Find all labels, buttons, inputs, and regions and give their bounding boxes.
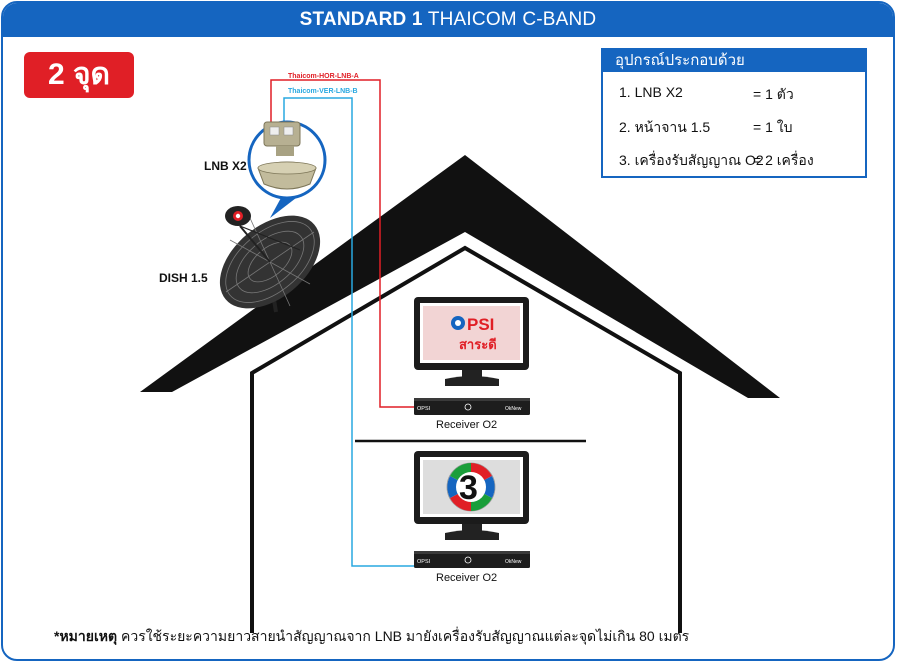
lnb-label: LNB X2 — [204, 159, 247, 173]
receiver-2-model: OkNew — [505, 559, 522, 565]
receiver-2-label: Receiver O2 — [436, 572, 498, 584]
channel3-digit: 3 — [459, 469, 478, 507]
receiver-2-brand: OPSI — [417, 559, 431, 565]
points-badge: 2 จุด — [24, 52, 134, 98]
footnote — [54, 626, 689, 648]
equipment-item: 3. เครื่องรับสัญญาณ O2 — [619, 152, 764, 168]
equipment-panel — [601, 48, 867, 178]
receiver-1-brand: OPSI — [417, 406, 431, 412]
equipment-qty: = 2 เครื่อง — [753, 152, 814, 168]
ver-cable-label: Thaicom-VER-LNB-B — [288, 88, 358, 95]
equipment-qty: = 1 ตัว — [753, 86, 794, 102]
equipment-row — [603, 144, 865, 171]
footnote-prefix: *หมายเหตุ — [54, 628, 118, 644]
equipment-item: 2. หน้าจาน 1.5 — [619, 119, 711, 135]
dish-label: DISH 1.5 — [159, 271, 208, 285]
equipment-qty: = 1 ใบ — [753, 119, 793, 135]
tv-1 — [414, 297, 529, 386]
title-light: THAICOM C-BAND — [427, 9, 597, 30]
channel3-logo-icon — [447, 463, 495, 511]
lnb-callout — [249, 122, 325, 218]
psi-logo: PSI — [467, 315, 495, 334]
tv-2 — [414, 451, 529, 540]
footnote-text: ควรใช้ระยะความยาวสายนำสัญญาณจาก LNB มายังเครื่องรับสัญญาณแต่ละจุดไม่เกิน 80 เมตร — [120, 628, 690, 644]
hor-cable-label: Thaicom-HOR-LNB-A — [288, 73, 359, 80]
receiver-1-model: OkNew — [505, 406, 522, 412]
title-bold: STANDARD 1 — [299, 9, 423, 30]
receiver-2 — [414, 551, 530, 568]
equipment-row — [603, 78, 865, 105]
equipment-header: อุปกรณ์ประกอบด้วย — [603, 50, 865, 72]
equipment-item: 1. LNB X2 — [619, 84, 683, 100]
receiver-1 — [414, 398, 530, 415]
receiver-1-label: Receiver O2 — [436, 419, 498, 431]
psi-subtitle: สาระดี — [459, 337, 497, 352]
equipment-row — [603, 111, 865, 138]
